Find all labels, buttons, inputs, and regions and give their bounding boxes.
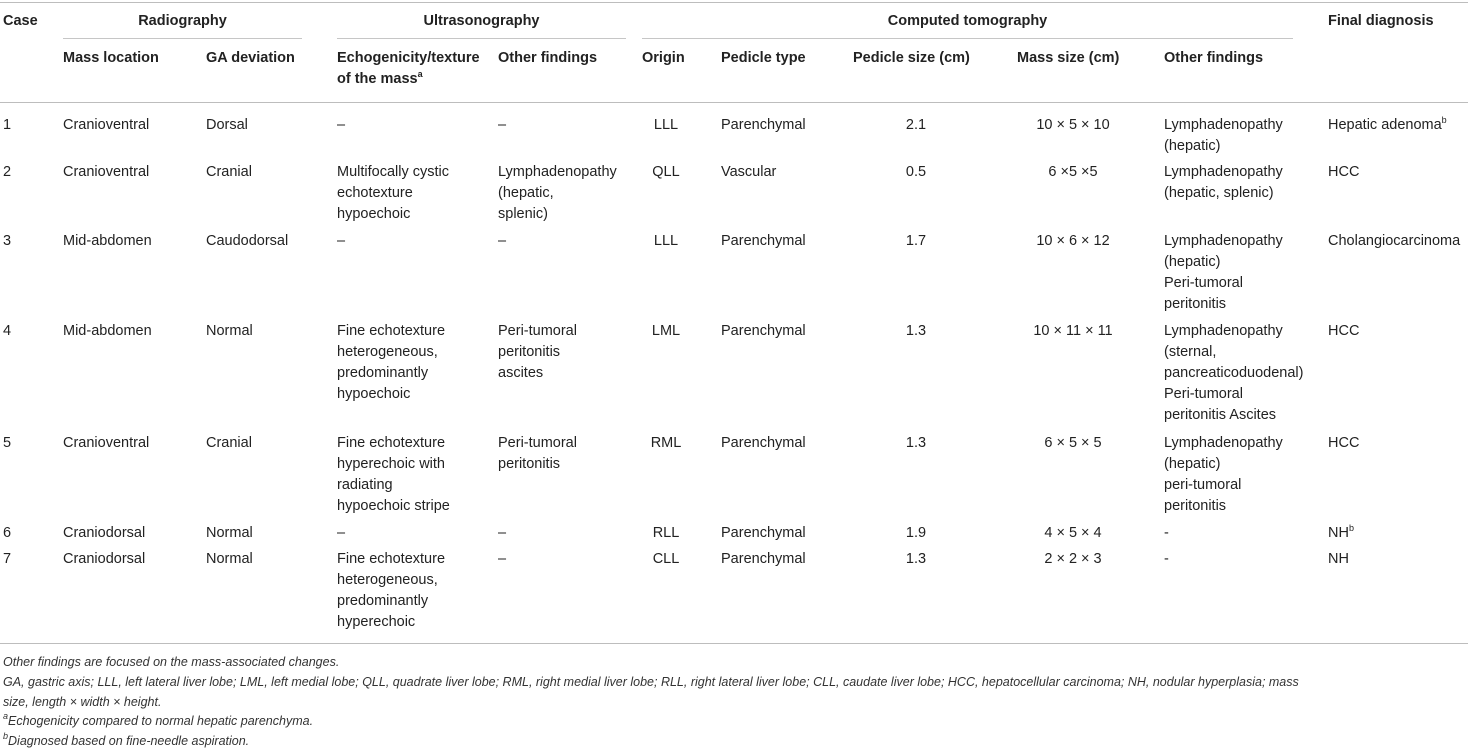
cell-ga-deviation-text: Normal [206, 525, 253, 541]
cell-ct-other-findings [1164, 433, 1283, 517]
cell-pedicle-size [853, 231, 979, 252]
cell-us-other-findings-line: peritonitis [498, 456, 561, 472]
table-bottom-rule [0, 643, 1468, 644]
cell-ct-other-findings [1164, 321, 1303, 426]
cell-pedicle-size-text: 1.3 [905, 435, 927, 451]
cell-ga-deviation-text: Cranial [206, 435, 252, 451]
cell-final-diagnosis-text: NH [1328, 525, 1349, 541]
cell-us-other-findings [498, 115, 506, 136]
col-header-ct-other-findings: Other findings [1164, 50, 1264, 66]
cell-mass-size-text: 6 × 5 × 5 [1044, 435, 1102, 451]
cell-echogenicity [337, 523, 345, 544]
col-header-case: Case [3, 13, 38, 29]
cell-pedicle-type-text: Parenchymal [721, 233, 806, 249]
cell-final-diagnosis-text: HCC [1328, 164, 1360, 180]
cell-case [3, 549, 11, 570]
cell-origin [642, 231, 690, 252]
diagnosis-footnote-marker: b [1441, 115, 1447, 125]
group-header-radiography: Radiography [138, 13, 227, 29]
cell-echogenicity-line: echotexture [337, 185, 413, 201]
footnote-2-line2: size, length × width × height. [3, 695, 162, 709]
cell-ct-other-findings-line: Lymphadenopathy [1164, 117, 1283, 133]
col-header-final-diagnosis: Final diagnosis [1328, 13, 1434, 29]
cell-echogenicity-line: – [337, 117, 346, 133]
cell-us-other-findings [498, 231, 506, 252]
cell-ct-other-findings-line: peritonitis Ascites [1164, 407, 1277, 423]
cell-ga-deviation-text: Dorsal [206, 117, 248, 133]
cell-final-diagnosis-text: NH [1328, 551, 1349, 567]
footnote-4-text: Diagnosed based on fine-needle aspiration. [8, 734, 250, 748]
cell-us-other-findings-line: (hepatic, [498, 185, 554, 201]
cell-us-other-findings-line: peritonitis [498, 344, 561, 360]
cell-mass-location-text: Mid-abdomen [63, 233, 152, 249]
cell-mass-location-text: Mid-abdomen [63, 323, 152, 339]
cell-mass-location-text: Cranioventral [63, 164, 150, 180]
cell-origin [642, 433, 690, 454]
cell-echogenicity [337, 321, 445, 405]
cell-pedicle-type-text: Parenchymal [721, 435, 806, 451]
cell-origin-text: RML [650, 435, 682, 451]
cell-origin-text: LLL [653, 233, 679, 249]
cell-mass-size-text: 6 ×5 ×5 [1048, 164, 1098, 180]
cell-echogenicity [337, 115, 345, 136]
cell-mass-size-text: 10 × 5 × 10 [1036, 117, 1110, 133]
cell-us-other-findings [498, 162, 617, 225]
cell-ct-other-findings-line: - [1164, 551, 1169, 567]
cell-origin [642, 549, 690, 570]
cell-pedicle-size-text: 1.9 [905, 525, 927, 541]
cell-origin [642, 523, 690, 544]
cell-origin-text: QLL [652, 164, 680, 180]
cell-ga-deviation [206, 433, 252, 454]
cell-final-diagnosis-text: Hepatic adenoma [1328, 117, 1442, 133]
cell-pedicle-size-text: 0.5 [905, 164, 927, 180]
cell-mass-location [63, 231, 152, 252]
cell-case-text: 4 [3, 323, 12, 339]
cell-mass-size-text: 10 × 6 × 12 [1036, 233, 1110, 249]
cell-mass-size [1017, 162, 1129, 183]
cell-mass-location [63, 523, 145, 544]
cell-us-other-findings-line: – [498, 233, 507, 249]
cell-mass-size-text: 4 × 5 × 4 [1044, 525, 1102, 541]
cell-case-text: 2 [3, 164, 12, 180]
cell-echogenicity-line: – [337, 233, 346, 249]
cell-ct-other-findings-line: (hepatic) [1164, 254, 1221, 270]
cell-final-diagnosis-text: HCC [1328, 435, 1360, 451]
cell-pedicle-type-text: Parenchymal [721, 525, 806, 541]
cell-mass-location [63, 433, 149, 454]
col-header-echogenicity-line2-wrap [337, 69, 480, 90]
cell-pedicle-size [853, 321, 979, 342]
cell-case [3, 433, 11, 454]
cell-echogenicity-line: – [337, 525, 346, 541]
cell-echogenicity-line: predominantly [337, 365, 429, 381]
cell-echogenicity-line: Multifocally cystic [337, 164, 449, 180]
cell-us-other-findings-line: splenic) [498, 206, 548, 222]
cell-pedicle-type [721, 231, 806, 252]
cell-ct-other-findings [1164, 523, 1169, 544]
col-header-origin: Origin [642, 50, 685, 66]
cell-echogenicity-line: hyperechoic with [337, 456, 445, 472]
cell-origin-text: RLL [652, 525, 680, 541]
header-bottom-rule [0, 102, 1468, 103]
cell-pedicle-type-text: Parenchymal [721, 551, 806, 567]
col-header-echogenicity [337, 48, 480, 90]
cell-ct-other-findings-line: Lymphadenopathy [1164, 323, 1283, 339]
cell-echogenicity-line: Fine echotexture [337, 551, 446, 567]
cell-mass-size [1017, 115, 1129, 136]
cell-mass-size-text: 2 × 2 × 3 [1044, 551, 1102, 567]
cell-us-other-findings [498, 523, 506, 544]
cell-case-text: 1 [3, 117, 12, 133]
cell-echogenicity-line: hypoechoic stripe [337, 498, 450, 514]
cell-pedicle-type-text: Parenchymal [721, 117, 806, 133]
col-header-pedicle-type: Pedicle type [721, 50, 806, 66]
cell-mass-size-text: 10 × 11 × 11 [1033, 323, 1113, 339]
cell-us-other-findings-line: ascites [498, 365, 544, 381]
cell-pedicle-type [721, 162, 776, 183]
cell-ct-other-findings-line: - [1164, 525, 1169, 541]
cell-ct-other-findings-line: pancreaticoduodenal) [1164, 365, 1304, 381]
footnote-3 [3, 712, 313, 731]
cell-ct-other-findings-line: Peri-tumoral [1164, 386, 1243, 402]
cell-us-other-findings [498, 549, 506, 570]
footnote-3-marker: a [3, 711, 9, 721]
cell-ga-deviation [206, 523, 253, 544]
cell-ct-other-findings-line: (hepatic) [1164, 456, 1221, 472]
cell-final-diagnosis [1328, 523, 1354, 544]
cell-echogenicity-line: hypoechoic [337, 206, 411, 222]
cell-mass-location-text: Craniodorsal [63, 525, 146, 541]
cell-pedicle-size [853, 162, 979, 183]
cell-ct-other-findings [1164, 549, 1169, 570]
cell-echogenicity-line: predominantly [337, 593, 429, 609]
cell-mass-location [63, 162, 149, 183]
cell-origin [642, 321, 690, 342]
footnote-3-text: Echogenicity compared to normal hepatic parenchyma. [8, 714, 314, 728]
cell-origin-text: CLL [652, 551, 680, 567]
cell-echogenicity [337, 231, 345, 252]
ultrasonography-group-underline [337, 38, 626, 39]
cell-pedicle-size-text: 1.3 [905, 551, 927, 567]
cell-ct-other-findings [1164, 231, 1283, 315]
group-header-ultrasonography: Ultrasonography [423, 13, 540, 29]
cell-pedicle-type [721, 549, 806, 570]
cell-pedicle-size-text: 1.7 [905, 233, 927, 249]
cell-us-other-findings-line: Lymphadenopathy [498, 164, 617, 180]
cell-ct-other-findings-line: (hepatic) [1164, 138, 1221, 154]
cell-mass-size [1017, 433, 1129, 454]
cell-ga-deviation-text: Cranial [206, 164, 252, 180]
cell-pedicle-type [721, 115, 806, 136]
cell-ct-other-findings-line: (sternal, [1164, 344, 1217, 360]
cell-case [3, 162, 11, 183]
cell-case-text: 3 [3, 233, 12, 249]
cell-ct-other-findings-line: Lymphadenopathy [1164, 164, 1283, 180]
cell-final-diagnosis [1328, 433, 1359, 454]
cell-pedicle-type [721, 321, 806, 342]
cell-origin [642, 115, 690, 136]
cell-us-other-findings-line: Peri-tumoral [498, 323, 577, 339]
cell-case [3, 231, 11, 252]
cell-pedicle-type-text: Vascular [721, 164, 777, 180]
cell-ga-deviation [206, 321, 253, 342]
cell-us-other-findings-line: – [498, 117, 507, 133]
cell-ga-deviation [206, 162, 252, 183]
cell-pedicle-type [721, 523, 806, 544]
cell-mass-location [63, 549, 145, 570]
cell-case [3, 115, 11, 136]
footnote-2-line1: GA, gastric axis; LLL, left lateral liver lobe; LML, left medial lobe; QLL, quadrate liver lobe; RML, right medial liver lobe; RLL, right lateral liver lobe; CLL, caudate liver lobe; HCC, hepatocellular carcinoma; NH, nodular hyperplasia; mass [3, 675, 1299, 689]
diagnosis-footnote-marker: b [1348, 523, 1354, 533]
cell-pedicle-size [853, 549, 979, 570]
cell-final-diagnosis [1328, 162, 1359, 183]
echogenicity-footnote-marker: a [417, 69, 423, 79]
cell-ct-other-findings-line: (hepatic, splenic) [1164, 185, 1274, 201]
cell-echogenicity-line: heterogeneous, [337, 572, 438, 588]
cell-echogenicity [337, 433, 450, 517]
cell-pedicle-size-text: 2.1 [905, 117, 927, 133]
cell-ga-deviation-text: Normal [206, 551, 253, 567]
cell-us-other-findings-line: Peri-tumoral [498, 435, 577, 451]
col-header-pedicle-size: Pedicle size (cm) [853, 50, 970, 66]
cell-echogenicity [337, 549, 445, 633]
cell-case [3, 523, 11, 544]
cell-final-diagnosis [1328, 115, 1447, 136]
cell-final-diagnosis [1328, 321, 1359, 342]
cell-ga-deviation-text: Normal [206, 323, 253, 339]
cell-pedicle-size-text: 1.3 [905, 323, 927, 339]
cell-origin [642, 162, 690, 183]
cell-ct-other-findings-line: Lymphadenopathy [1164, 435, 1283, 451]
col-header-us-other-findings: Other findings [498, 50, 598, 66]
cell-case-text: 7 [3, 551, 12, 567]
col-header-ga-deviation: GA deviation [206, 50, 295, 66]
col-header-mass-size: Mass size (cm) [1017, 50, 1120, 66]
cell-mass-size [1017, 321, 1129, 342]
cell-echogenicity-line: Fine echotexture [337, 323, 446, 339]
cell-ct-other-findings [1164, 115, 1283, 157]
cell-ct-other-findings-line: Peri-tumoral [1164, 275, 1243, 291]
cell-origin-text: LLL [653, 117, 679, 133]
cell-mass-location-text: Cranioventral [63, 117, 150, 133]
cell-final-diagnosis-text: Cholangiocarcinoma [1328, 233, 1461, 249]
cell-mass-location-text: Craniodorsal [63, 551, 146, 567]
cell-mass-location-text: Cranioventral [63, 435, 150, 451]
cell-mass-size [1017, 549, 1129, 570]
cell-echogenicity [337, 162, 449, 225]
cell-us-other-findings-line: – [498, 551, 507, 567]
cell-ct-other-findings-line: peritonitis [1164, 498, 1227, 514]
cell-case [3, 321, 11, 342]
cell-echogenicity-line: hyperechoic [337, 614, 416, 630]
cell-final-diagnosis-text: HCC [1328, 323, 1360, 339]
cell-case-text: 5 [3, 435, 12, 451]
cell-ct-other-findings-line: peritonitis [1164, 296, 1227, 312]
cell-final-diagnosis [1328, 231, 1460, 252]
footnote-1: Other findings are focused on the mass-associated changes. [3, 655, 340, 669]
footnote-4 [3, 732, 249, 751]
cell-echogenicity-line: heterogeneous, [337, 344, 438, 360]
cell-pedicle-type [721, 433, 806, 454]
col-header-mass-location: Mass location [63, 50, 159, 66]
footnote-4-marker: b [3, 731, 9, 741]
cell-us-other-findings [498, 321, 577, 384]
cell-pedicle-size [853, 433, 979, 454]
cell-echogenicity-line: hypoechoic [337, 386, 411, 402]
cell-pedicle-type-text: Parenchymal [721, 323, 806, 339]
cell-ct-other-findings-line: peri-tumoral [1164, 477, 1242, 493]
cell-mass-location [63, 115, 149, 136]
cell-mass-size [1017, 523, 1129, 544]
cell-us-other-findings [498, 433, 577, 475]
cell-origin-text: LML [651, 323, 681, 339]
group-header-computed-tomography: Computed tomography [887, 13, 1048, 29]
cell-ga-deviation-text: Caudodorsal [206, 233, 289, 249]
cell-final-diagnosis [1328, 549, 1349, 570]
col-header-echogenicity-line2: of the mass [337, 71, 418, 87]
cell-ga-deviation [206, 231, 288, 252]
radiography-group-underline [63, 38, 302, 39]
cell-pedicle-size [853, 523, 979, 544]
cell-ct-other-findings-line: Lymphadenopathy [1164, 233, 1283, 249]
ct-group-underline [642, 38, 1293, 39]
cell-ga-deviation [206, 115, 248, 136]
cell-ct-other-findings [1164, 162, 1283, 204]
cell-mass-location [63, 321, 152, 342]
cell-case-text: 6 [3, 525, 12, 541]
cell-echogenicity-line: radiating [337, 477, 393, 493]
cell-ga-deviation [206, 549, 253, 570]
cell-mass-size [1017, 231, 1129, 252]
top-rule [0, 2, 1468, 3]
cell-echogenicity-line: Fine echotexture [337, 435, 446, 451]
cell-us-other-findings-line: – [498, 525, 507, 541]
cell-pedicle-size [853, 115, 979, 136]
col-header-echogenicity-line1: Echogenicity/texture [337, 50, 480, 66]
